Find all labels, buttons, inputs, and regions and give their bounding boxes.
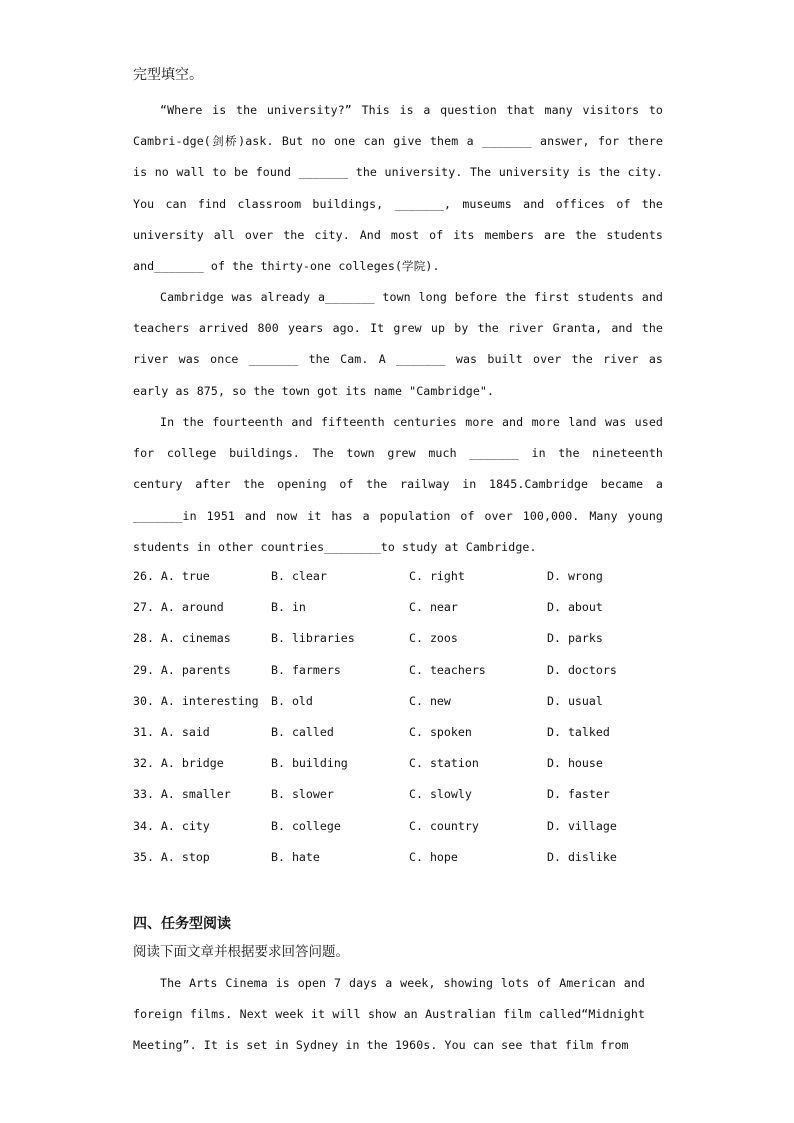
paragraph-text: In the fourteenth and fifteenth centuries more and more land was used for college buildings. The town grew much _______ in the nineteenth century after the opening of the railway in 1845.Cambridge became a _______in 1951 and now it has a population of over 100,000. Many young students in other countries________to study at Cambridge.	[133, 415, 663, 554]
option-a: 31. A. said	[133, 724, 210, 739]
option-c: C. zoos	[409, 631, 458, 646]
option-a: 34. A. city	[133, 818, 210, 833]
option-b: B. in	[271, 600, 306, 615]
option-a: 26. A. true	[133, 569, 210, 583]
question-row-33	[133, 779, 693, 810]
question-row-31	[133, 717, 693, 748]
option-a: 29. A. parents	[133, 662, 231, 677]
answer-options	[133, 561, 693, 873]
question-row-35	[133, 842, 693, 873]
option-d: D. faster	[547, 787, 610, 802]
question-row-28	[133, 623, 693, 654]
option-b: B. farmers	[271, 662, 341, 677]
option-c: C. country	[409, 818, 479, 833]
option-b: B. called	[271, 724, 334, 739]
option-a: 32. A. bridge	[133, 756, 224, 771]
option-a: 33. A. smaller	[133, 787, 231, 802]
option-d: D. village	[547, 818, 617, 833]
option-c: C. right	[409, 569, 465, 583]
question-row-27	[133, 592, 693, 623]
option-d: D. dislike	[547, 849, 617, 864]
option-a: 28. A. cinemas	[133, 631, 231, 646]
option-a: 30. A. interesting	[133, 693, 259, 708]
option-d: D. about	[547, 600, 603, 615]
option-b: B. slower	[271, 787, 334, 802]
option-c: C. near	[409, 600, 458, 615]
option-b: B. building	[271, 756, 348, 771]
reading-paragraph	[133, 968, 645, 1062]
option-c: C. hope	[409, 849, 458, 864]
option-c: C. teachers	[409, 662, 486, 677]
section-instruction: 阅读下面文章并根据要求回答问题。	[133, 944, 349, 960]
option-d: D. parks	[547, 631, 603, 646]
option-b: B. hate	[271, 849, 320, 864]
option-a: 27. A. around	[133, 600, 224, 615]
option-c: C. spoken	[409, 724, 472, 739]
cloze-paragraph-3	[133, 407, 663, 563]
option-c: C. station	[409, 756, 479, 771]
option-d: D. usual	[547, 693, 603, 708]
cloze-paragraph-2	[133, 282, 663, 407]
option-c: C. new	[409, 693, 451, 708]
question-row-26	[133, 561, 693, 592]
option-b: B. college	[271, 818, 341, 833]
paragraph-text: “Where is the university?” This is a question that many visitors to Cambri-dge(剑桥)ask. But no one can give them a _______ answer, for there is no wall to be found _______ the university. The university is the city. You can find classroom buildings, _______, museums and offices of the university all over the city. And most of its members are the students and_______ of the thirty-one colleges(学院).	[133, 103, 663, 274]
cloze-paragraph-1	[133, 95, 663, 282]
paragraph-text: The Arts Cinema is open 7 days a week, showing lots of American and foreign films. Next week it will show an Australian film called“Midnight Meeting”. It is set in Sydney in the 1960s. You can see that film from	[133, 976, 645, 1053]
option-d: D. doctors	[547, 662, 617, 677]
option-b: B. old	[271, 693, 313, 708]
option-c: C. slowly	[409, 787, 472, 802]
question-row-34	[133, 811, 693, 842]
option-b: B. libraries	[271, 631, 355, 646]
option-b: B. clear	[271, 569, 327, 583]
cloze-heading: 完型填空。	[133, 67, 203, 83]
question-row-32	[133, 748, 693, 779]
option-d: D. wrong	[547, 569, 603, 583]
question-row-30	[133, 686, 693, 717]
option-d: D. house	[547, 756, 603, 771]
option-d: D. talked	[547, 724, 610, 739]
option-a: 35. A. stop	[133, 849, 210, 864]
section-title: 四、任务型阅读	[133, 916, 231, 932]
paragraph-text: Cambridge was already a_______ town long before the first students and teachers arrived 800 years ago. It grew up by the river Granta, and the river was once _______ the Cam. A _______ was built over the river as early as 875, so the town got its name "Cambridge".	[133, 290, 663, 398]
question-row-29	[133, 655, 693, 686]
